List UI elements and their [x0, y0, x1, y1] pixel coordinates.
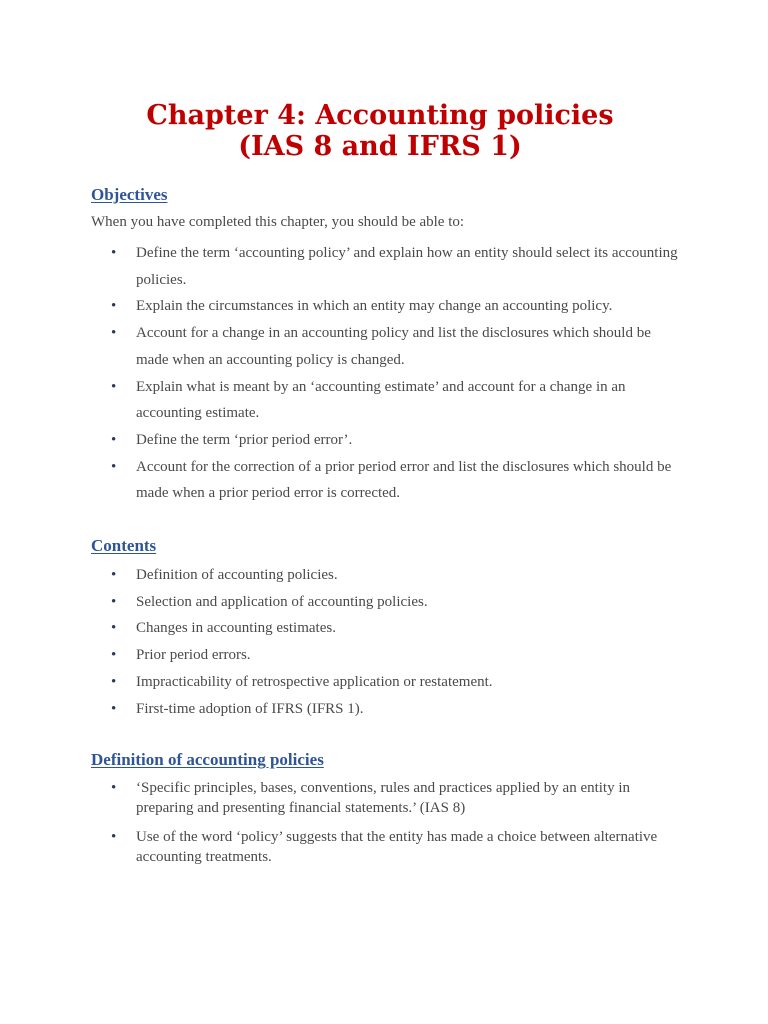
definition-list — [91, 779, 681, 877]
list-item — [91, 642, 681, 669]
list-item-text: Definition of accounting policies. — [136, 567, 338, 583]
bullet-icon: • — [111, 673, 117, 690]
list-item-text: Impracticability of retrospective application or restatement. — [136, 673, 493, 690]
list-item-text: ‘Specific principles, bases, conventions, rules and practices applied by an entity in preparing and presenting financial statements.’ (IAS 8) — [136, 780, 631, 816]
list-item-text: Account for the correction of a prior period error and list the disclosures which should be made when a prior period error is corrected. — [136, 458, 672, 502]
list-item-text: First-time adoption of IFRS (IFRS 1). — [136, 700, 364, 717]
list-item-text: Account for a change in an accounting policy and list the disclosures which should be made when an accounting policy is changed. — [136, 325, 651, 368]
bullet-icon: • — [111, 567, 117, 583]
list-item-text: Selection and application of accounting policies. — [136, 593, 428, 610]
list-item — [91, 589, 681, 616]
list-item — [91, 320, 681, 373]
objectives-list — [91, 240, 681, 507]
list-item — [91, 562, 681, 589]
bullet-icon: • — [111, 593, 117, 610]
list-item — [91, 454, 681, 507]
list-item-text: Explain what is meant by an ‘accounting estimate’ and account for a change in an accounting estimate. — [136, 378, 626, 422]
list-item — [91, 828, 681, 867]
list-item — [91, 240, 681, 293]
bullet-icon: • — [111, 431, 117, 448]
bullet-icon: • — [111, 620, 117, 637]
list-item-text: Use of the word ‘policy’ suggests that the entity has made a choice between alternative accounting treatments. — [136, 829, 658, 865]
list-item — [91, 374, 681, 427]
list-item — [91, 669, 681, 696]
bullet-icon: • — [111, 458, 117, 475]
list-item-text: Changes in accounting estimates. — [136, 620, 336, 637]
list-item-text: Explain the circumstances in which an entity may change an accounting policy. — [136, 298, 613, 315]
list-item-text: Define the term ‘accounting policy’ and explain how an entity should select its accounting policies. — [136, 245, 678, 288]
chapter-title-line-1: Chapter 4: Accounting policies — [146, 100, 614, 131]
bullet-icon: • — [111, 245, 117, 261]
chapter-title-line-2: (IAS 8 and IFRS 1) — [238, 131, 522, 162]
definition-heading: Definition of accounting policies — [91, 750, 324, 769]
contents-heading: Contents — [91, 536, 157, 555]
objectives-intro: When you have completed this chapter, you should be able to: — [91, 214, 465, 230]
bullet-icon: • — [111, 647, 117, 664]
list-item — [91, 779, 681, 818]
objectives-heading: Objectives — [91, 185, 168, 204]
contents-list — [91, 562, 681, 722]
bullet-icon: • — [111, 829, 117, 845]
list-item — [91, 696, 681, 723]
bullet-icon: • — [111, 700, 117, 717]
bullet-icon: • — [111, 378, 117, 395]
list-item — [91, 615, 681, 642]
bullet-icon: • — [111, 298, 117, 315]
chapter-title — [0, 100, 760, 162]
bullet-icon: • — [111, 780, 117, 796]
list-item — [91, 293, 681, 320]
list-item — [91, 427, 681, 454]
list-item-text: Prior period errors. — [136, 647, 251, 664]
list-item-text: Define the term ‘prior period error’. — [136, 431, 353, 448]
bullet-icon: • — [111, 325, 117, 342]
